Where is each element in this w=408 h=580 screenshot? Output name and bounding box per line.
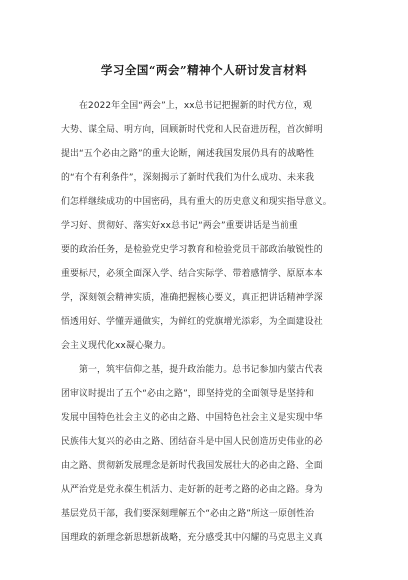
paragraph-line: 由之路、贯彻新发展理念是新时代我国发展壮大的必由之路、全面: [61, 461, 323, 471]
paragraph-line: 们怎样继续成功的中国密码，具有重大的历史意义和现实指导意义。: [61, 197, 332, 207]
paragraph-line: 重要标尺，必须全面深入学、结合实际学、带着感情学、原原本本: [61, 269, 323, 279]
paragraph-line: 国理政的新理念新思想新战略，充分感受其中闪耀的马克思主义真: [61, 533, 323, 543]
paragraph-line: 要的政治任务，是检验党史学习教育和检验党员干部政治敏锐性的: [61, 245, 323, 255]
paragraph-line: 悟透用好、学懂弄通做实，为鲜红的党旗增光添彩，为全面建设社: [61, 317, 323, 327]
paragraph-line: 提出“五个必由之路”的重大论断，阐述我国发展仍具有的战略性: [61, 149, 315, 159]
paragraph-line: 从严治党是党永葆生机活力、走好新的赶考之路的必由之路。身为: [61, 485, 323, 495]
paragraph-line: 基层党员干部，我们要深刻理解五个“必由之路”所这一原创性治: [61, 509, 315, 519]
document-title: 学习全国“两会”精神个人研讨发言材料: [100, 63, 308, 77]
paragraph-line: 发展中国特色社会主义的必由之路、中国特色社会主义是实现中华: [61, 413, 323, 423]
document-body: [61, 94, 351, 550]
paragraph-line: 学习好、贯彻好、落实好xx总书记“两会”重要讲话是当前重: [61, 221, 298, 231]
paragraph-line: 在2022年全国“两会”上，xx总书记把握新的时代方位，观: [79, 101, 313, 111]
paragraph-line: 团审议时提出了五个“必由之路”，即坚持党的全面领导是坚持和: [61, 389, 315, 399]
paragraph-line: 学，深刻领会精神实质，准确把握核心要义，真正把讲话精神学深: [61, 293, 323, 303]
paragraph-line: 大势、谋全局、明方向，回顾新时代党和人民奋进历程，首次鲜明: [61, 125, 323, 135]
paragraph-line: 第一，筑牢信仰之基，提升政治能力。总书记参加内蒙古代表: [79, 365, 323, 375]
paragraph-line: 会主义现代化xx凝心聚力。: [61, 341, 172, 351]
paragraph-line: 的“有个有利条件”，深刻揭示了新时代我们为什么成功、未来我: [61, 173, 315, 183]
paragraph-line: 民族伟大复兴的必由之路、团结奋斗是中国人民创造历史伟业的必: [61, 437, 323, 447]
